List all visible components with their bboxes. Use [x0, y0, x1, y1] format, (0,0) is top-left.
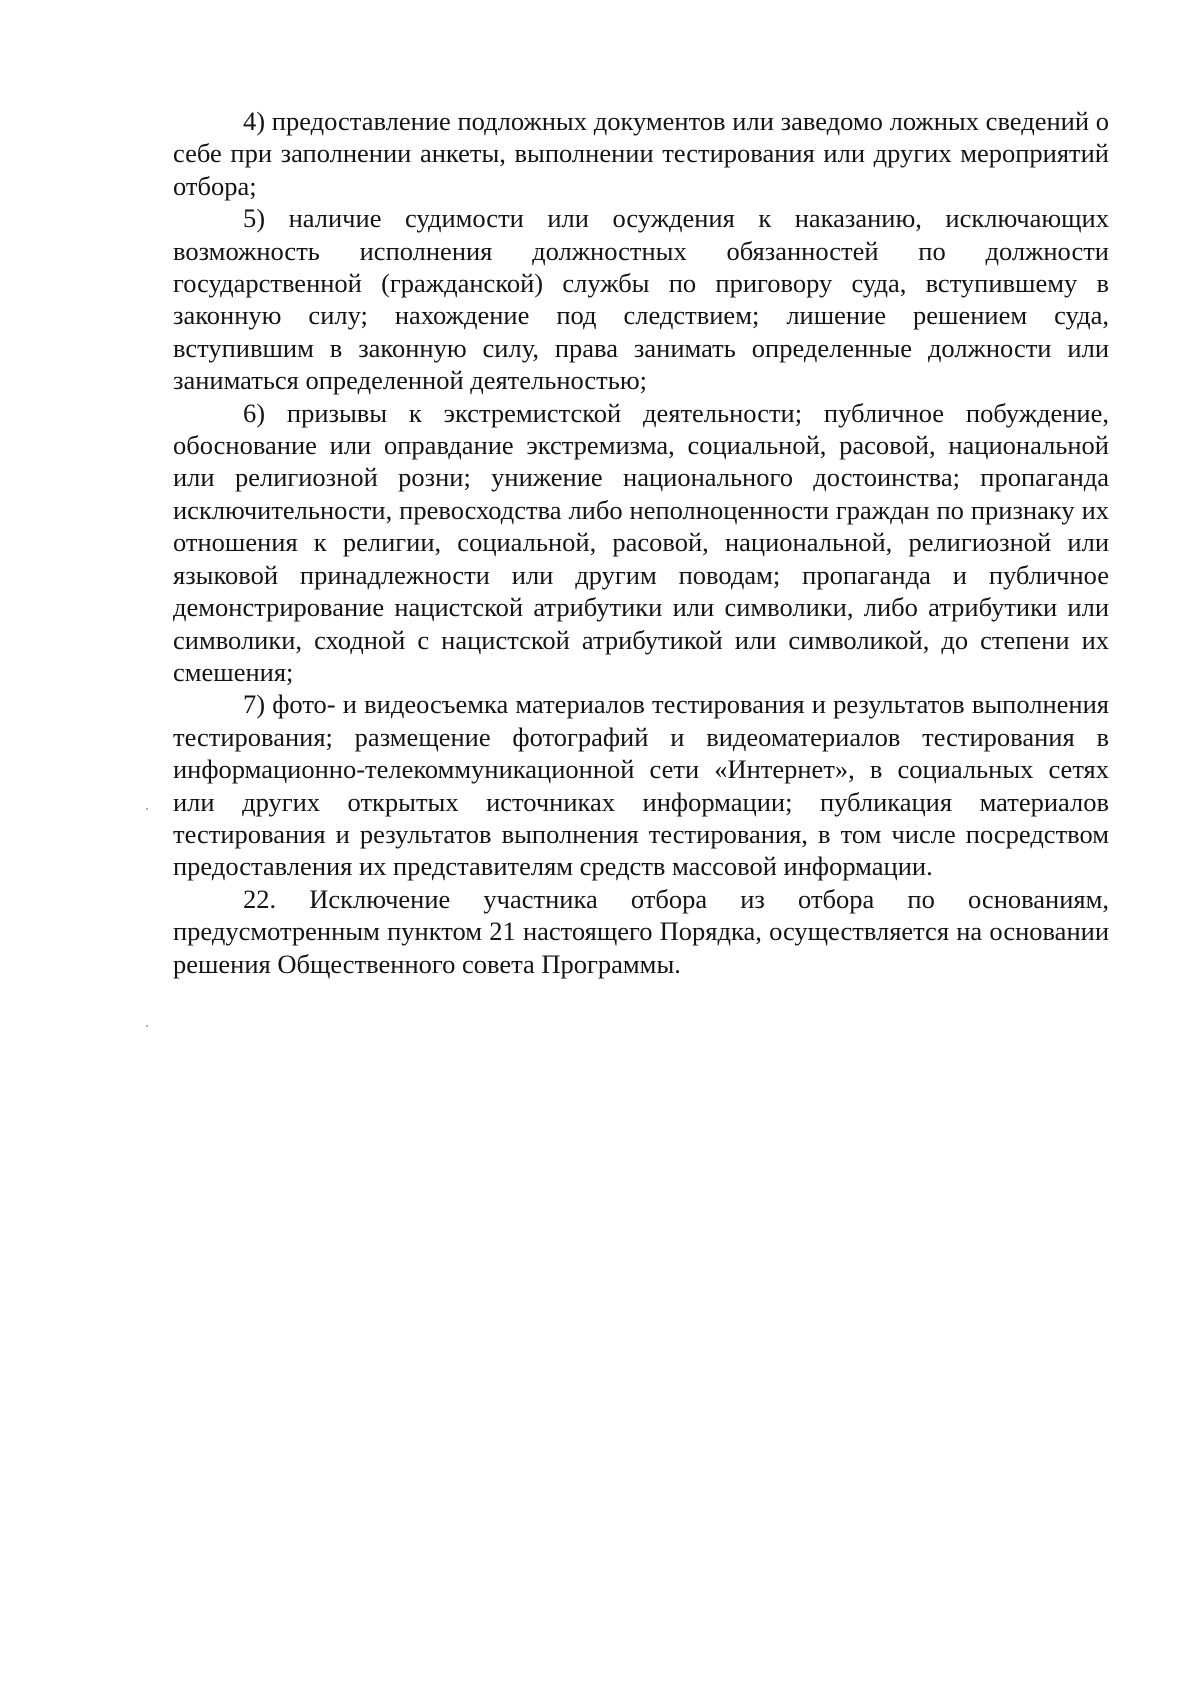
paragraph-item-5: 5) наличие судимости или осуждения к наказанию, исключающих возможность исполнения должностных обязанностей по должности государственной (гражданской) службы по приговору суда, вступившему в законную силу; нахождение под следствием; лишение решением суда, вступившим в законную силу, права занимать определенные должности или заниматься определенной деятельностью; — [173, 203, 1109, 396]
scan-speck-mark — [146, 1025, 148, 1027]
paragraph-item-4: 4) предоставление подложных документов или заведомо ложных сведений о себе при заполнении анкеты, выполнении тестирования или других мероприятий отбора; — [173, 106, 1109, 201]
scan-speck-mark — [146, 808, 148, 810]
paragraph-item-6: 6) призывы к экстремистской деятельности; публичное побуждение, обоснование или оправдание экстремизма, социальной, расовой, национальной или религиозной розни; унижение национального достоинства; пропаганда исключительности, превосходства либо неполноценности граждан по признаку их отношения к религии, социальной, расовой, национальной, религиозной или языковой принадлежности или другим поводам; пропаганда и публичное демонстрирование нацистской атрибутики или символики, либо атрибутики или символики, сходной с нацистской атрибутикой или символикой, до степени их смешения; — [173, 397, 1109, 687]
paragraph-clause-22: 22. Исключение участника отбора из отбора по основаниям, предусмотренным пунктом 21 настоящего Порядка, осуществляется на основании решения Общественного совета Программы. — [173, 883, 1109, 979]
paragraph-item-7: 7) фото- и видеосъемка материалов тестирования и результатов выполнения тестирования; размещение фотографий и видеоматериалов тестирования в информационно-телекоммуникационной сети «Интернет», в социальных сетях или других открытых источниках информации; публикация материалов тестирования и результатов выполнения тестирования, в том числе посредством предоставления их представителям средств массовой информации. — [173, 689, 1109, 882]
document-body — [173, 105, 1109, 980]
